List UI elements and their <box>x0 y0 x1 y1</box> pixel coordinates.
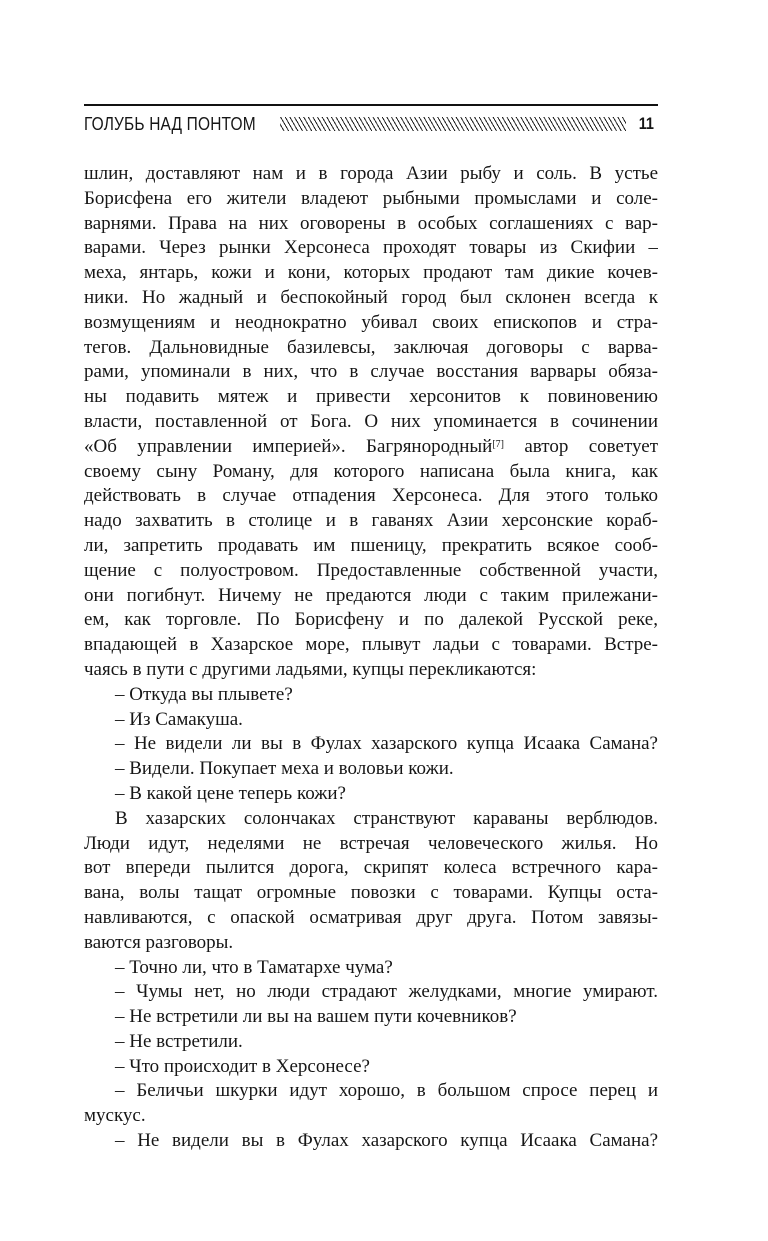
text-line: навливаются, с опаской осматривая друг друга. Потом завязы- <box>84 906 658 928</box>
text-line: надо захватить в столице и в гаванях Азии херсонские кораб- <box>84 510 658 532</box>
dialog-line: мускус. <box>84 1105 146 1127</box>
text-line: ваются разговоры. <box>84 931 234 953</box>
text-line: власти, поставленной от Бога. О них упоминается в сочинении <box>84 410 658 432</box>
text-line: ли, запретить продавать им пшеницу, прекратить всякое сооб- <box>84 534 658 556</box>
text-line: Борисфена его жители владеют рыбными промыслами и соле- <box>84 187 658 209</box>
text-line: шлин, доставляют нам и в города Азии рыбу и соль. В устье <box>84 163 658 184</box>
text-line-with-footnote <box>84 435 658 460</box>
text-line: ники. Но жадный и беспокойный город был склонен всегда к <box>84 286 658 308</box>
dialog-line: – Из Самакуша. <box>115 708 243 730</box>
text-line: вот впереди пылится дорога, скрипят колеса встречного кара- <box>84 857 658 879</box>
text-line: тегов. Дальновидные базилевсы, заключая договоры с варва- <box>84 336 658 358</box>
text-segment: автор советует <box>504 435 658 457</box>
dialog-line: – Беличьи шкурки идут хорошо, в большом спросе перец и <box>115 1080 658 1102</box>
header-rule <box>84 104 658 106</box>
dialog-line: – Не встретили ли вы на вашем пути кочевников? <box>115 1006 517 1028</box>
dialog-line: – В какой цене теперь кожи? <box>115 782 346 804</box>
text-line: ны подавить мятеж и привести херсонитов к повиновению <box>84 386 658 408</box>
dialog-line: – Не видели вы в Фулах хазарского купца Исаака Самана? <box>115 1130 658 1152</box>
text-line: действовать в случае отпадения Херсонеса. Для этого только <box>84 485 658 507</box>
text-segment: «Об управлении империей». Багрянородный <box>84 435 493 457</box>
text-line: варнями. Права на них оговорены в особых соглашениях с вар- <box>84 212 658 234</box>
text-line: варами. Через рынки Херсонеса проходят товары из Скифии – <box>84 237 658 259</box>
header-hatch-ornament <box>280 117 626 131</box>
text-line: возмущениям и неоднократно убивал своих епископов и стра- <box>84 311 658 333</box>
footnote-reference[interactable]: [7] <box>492 438 504 450</box>
text-line: своему сыну Роману, для которого написана была книга, как <box>84 460 658 482</box>
text-line: ем, как торговле. По Борисфену и по далекой Русской реке, <box>84 609 658 631</box>
dialog-line: – Чумы нет, но люди страдают желудками, многие умирают. <box>115 981 658 1003</box>
text-line: щение с полуостровом. Предоставленные собственной участи, <box>84 559 658 581</box>
text-line: чаясь в пути с другими ладьями, купцы перекликаются: <box>84 658 537 680</box>
text-line: Люди идут, неделями не встречая человеческого жилья. Но <box>84 832 658 854</box>
running-header <box>84 104 658 140</box>
text-line: рами, упоминали в них, что в случае восстания варвары обяза- <box>84 361 658 383</box>
text-line: меха, янтарь, кожи и кони, которых продают там дикие кочев- <box>84 262 658 284</box>
dialog-line: – Видели. Покупает меха и воловьи кожи. <box>115 758 454 780</box>
dialog-line: – Откуда вы плывете? <box>115 683 293 705</box>
dialog-line: – Не видели ли вы в Фулах хазарского купца Исаака Самана? <box>115 733 658 755</box>
page-body <box>84 162 658 1154</box>
dialog-line: – Точно ли, что в Таматархе чума? <box>115 956 393 978</box>
dialog-line: – Не встретили. <box>115 1030 243 1052</box>
dialog-line: – Что происходит в Херсонесе? <box>115 1055 370 1077</box>
page-number: 11 <box>638 114 654 133</box>
text-line: впадающей в Хазарское море, плывут ладьи с товарами. Встре- <box>84 634 658 656</box>
running-title: ГОЛУБЬ НАД ПОНТОМ <box>84 114 256 134</box>
text-line: вана, волы тащат огромные повозки с товарами. Купцы оста- <box>84 882 658 904</box>
text-line: В хазарских солончаках странствуют караваны верблюдов. <box>115 807 658 829</box>
text-line: они погибнут. Ничему не предаются люди с таким прилежани- <box>84 584 658 606</box>
